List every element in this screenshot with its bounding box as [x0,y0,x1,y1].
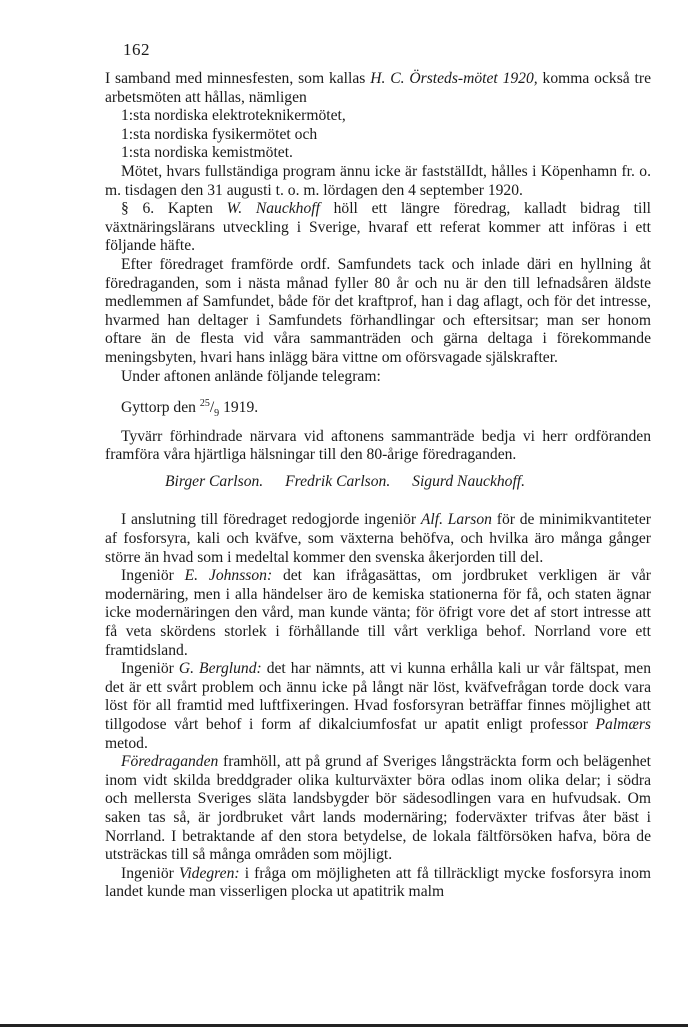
text-run: § 6. Kapten [121,200,227,218]
italic-name: Videgren: [178,864,240,882]
discussion-section [105,511,651,901]
telegram-date-prefix: Gyttorp den [121,399,200,417]
italic-name: Föredraganden [121,753,219,771]
text-run: 1:sta nordiska elektroteknikermötet, [121,107,346,125]
text-run: I samband med minnesfesten, som kallas [105,70,371,87]
paragraph [105,256,651,368]
italic-name: H. C. Örsteds-mötet 1920, [370,70,538,87]
telegram-signatures [105,473,651,492]
paragraph [105,368,651,387]
text-run: metod. [105,734,148,752]
italic-name: G. Berglund: [178,660,262,678]
telegram [105,399,651,491]
text-run: Mötet, hvars fullständiga program ännu icke är faststälIdt, hålles i Köpenhamn fr. o. m. tisdagen den 31 augusti t. o. m. lördagen den 4 september 1920. [105,162,651,199]
list-item [105,107,651,126]
paragraph [105,511,651,567]
text-run: Under aftonen anlände följande telegram: [121,367,381,385]
bottom-rule [0,1024,688,1027]
text-run: i fråga om möjligheten att få tillräckligt mycke fosforsyra inom landet kunde man visserligen plocka ut apatitrik malm [105,864,651,901]
telegram-text: Tyvärr förhindrade närvara vid aftonens sammanträde bedja vi herr ordföranden framföra våra hjärtliga hälsningar till den 80-årige föredraganden. [105,427,651,464]
signature: Sigurd Nauckhoff. [412,472,526,490]
minutes-section [105,70,651,386]
paragraph [105,865,651,902]
italic-name: E. Johnsson: [184,567,273,585]
text-run: Efter föredraget framförde ordf. Samfundets tack och inlade däri en hyllning åt föredraganden, som i nästa månad fyller 80 år och nu är den till lefnadsåren äldste medlemmen af Samfundet, både för det kraftprof, han i dag aflagt, och för det intresse, hvarmed han deltager i Samfundets förhandlingar och eftersitsar; man ser honom oftare än de flesta vid våra sammanträden och gärna deltaga i förekommande meningsbyten, hvari hans inlägg bära vittne om oförsvagade själskrafter. [105,255,651,366]
paragraph [105,70,651,107]
text-run: I anslutning till föredraget redogjorde ingeniör [121,511,421,529]
italic-name: Palmærs [595,716,651,733]
telegram-dateline: Gyttorp den $^{25}/_9$ 1919. [121,397,259,420]
telegram-date-num: 25 [199,397,210,409]
text-run: det kan ifrågasättas, om jordbruket verkligen är vår modernäring, men i alla händelser äro de kemiska stationerna för få, och staten ägnar icke modernäringen den vård, man kunde vänta; för öfrigt vore det af stort intresse att få veta skördens storlek i förhållande till vårt verkliga behof. Norrland vore ett framtidsland. [105,567,651,659]
signature: Birger Carlson. [165,472,264,490]
text-run: Ingeniör [121,660,179,678]
telegram-date-year: 1919. [219,399,259,417]
paragraph [105,567,651,660]
paragraph [105,660,651,753]
text-run: höll ett längre föredrag, kalladt bidrag till växtnäringslärans utveckling i Sverige, hvaraf ett referat kommer att införas i ett följande häfte. [105,200,652,255]
text-run: Ingeniör [121,567,185,585]
list-item [105,144,651,163]
page-number: 162 [123,40,150,59]
signature: Fredrik Carlson. [285,472,391,490]
body-text [105,70,651,902]
italic-name: Alf. Larson [420,511,492,529]
text-run: 1:sta nordiska fysikermötet och [121,125,318,143]
document-page [105,40,651,902]
text-run: Ingeniör [121,864,179,882]
text-run: 1:sta nordiska kemistmötet. [121,144,293,162]
list-item [105,126,651,145]
text-run: komma också tre arbetsmöten att hållas, nämligen [105,70,651,106]
paragraph [105,200,651,256]
paragraph [105,753,651,865]
paragraph [105,163,651,200]
text-run: det har nämnts, att vi kunna erhålla kali ur vår fältspat, men det är ett svårt problem och ännu icke på långt när löst, kväfvefrågan torde dock vara löst för all framtid med luftfixeringen. Hvad fosforsyran beträffar finnes möjlighet att tillgodose vårt behof i form af dikalciumfosfat ur apatit enligt professor [105,660,651,733]
text-run: för de minimikvantiteter af fosforsyra, kali och kväfve, som växterna behöfva, och hvilka äro många gånger större än hvad som i medeltal kommer den svenska åkerjorden till del. [105,511,651,566]
italic-name: W. Nauckhoff [226,200,320,218]
telegram-date-den: 9 [214,408,220,420]
text-run: framhöll, att på grund af Sveriges långsträckta form och belägenhet inom vidt skilda breddgrader olika kulturväxter böra odlas inom olika delar; i södra och mellersta Sveriges släta landsbygder bör sädesodlingen vara en hufvudsak. Om saken tas så, är jordbruket vårt lands modernäring; foderväxter trifvas åter bäst i Norrland. I betraktande af den stora betydelse, de lokala fältförsöken hafva, böra de utsträckas till så många områden som möjligt. [105,753,651,864]
